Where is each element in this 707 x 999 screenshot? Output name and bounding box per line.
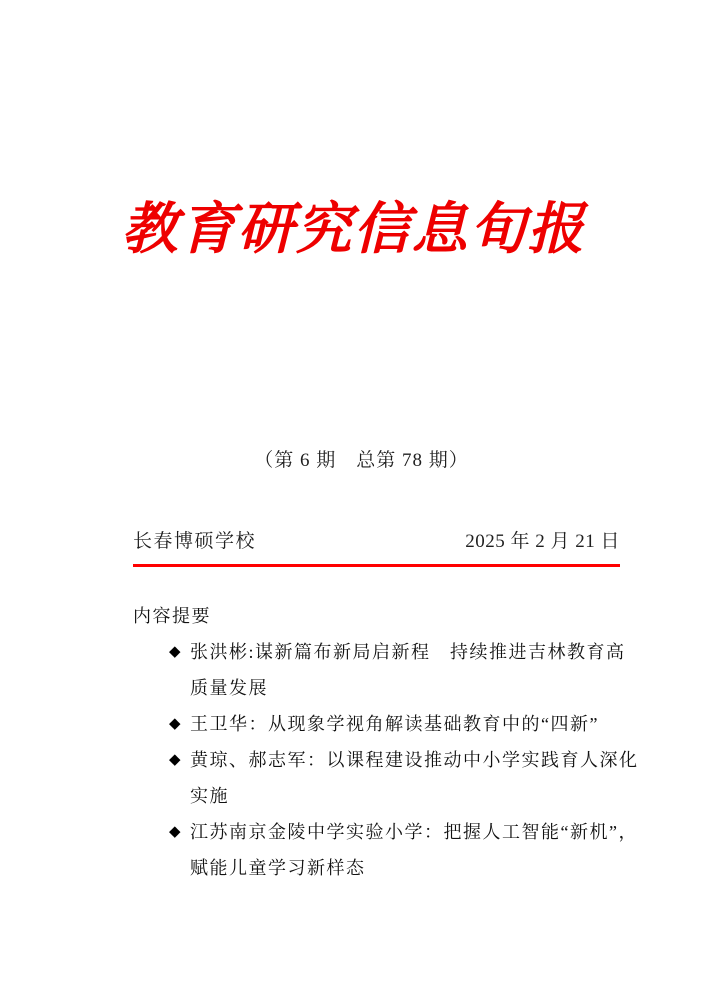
masthead-title: 教育研究信息旬报 <box>121 196 586 262</box>
summary-item-line: 质量发展 <box>190 678 268 698</box>
summary-item <box>133 706 625 742</box>
summary-item-line: 张洪彬:谋新篇布新局启新程 持续推进吉林教育高 <box>190 642 626 662</box>
diamond-bullet-icon: ◆ <box>169 716 181 732</box>
diamond-bullet-icon: ◆ <box>169 752 181 768</box>
summary-item <box>133 742 639 814</box>
summary-item-line: 赋能儿童学习新样态 <box>190 858 366 878</box>
summary-item-line: 实施 <box>190 786 229 806</box>
diamond-bullet-icon: ◆ <box>169 824 181 840</box>
masthead-row <box>133 529 620 555</box>
summary-item-line: 王卫华：从现象学视角解读基础教育中的“四新” <box>190 714 599 734</box>
summary-heading: 内容提要 <box>133 606 211 626</box>
publisher-name: 长春博硕学校 <box>133 531 257 552</box>
diamond-bullet-icon: ◆ <box>169 644 181 660</box>
content-summary <box>133 598 639 886</box>
publication-date: 2025 年 2 月 21 日 <box>465 531 620 552</box>
summary-item <box>133 634 625 706</box>
issue-number-line: （第 6 期 总第 78 期） <box>254 450 469 471</box>
summary-item-line: 江苏南京金陵中学实验小学：把握人工智能“新机”， <box>190 822 638 842</box>
red-divider-rule <box>133 564 620 567</box>
summary-item-line: 黄琼、郝志军：以课程建设推动中小学实践育人深化 <box>190 750 639 770</box>
summary-item <box>133 814 638 886</box>
